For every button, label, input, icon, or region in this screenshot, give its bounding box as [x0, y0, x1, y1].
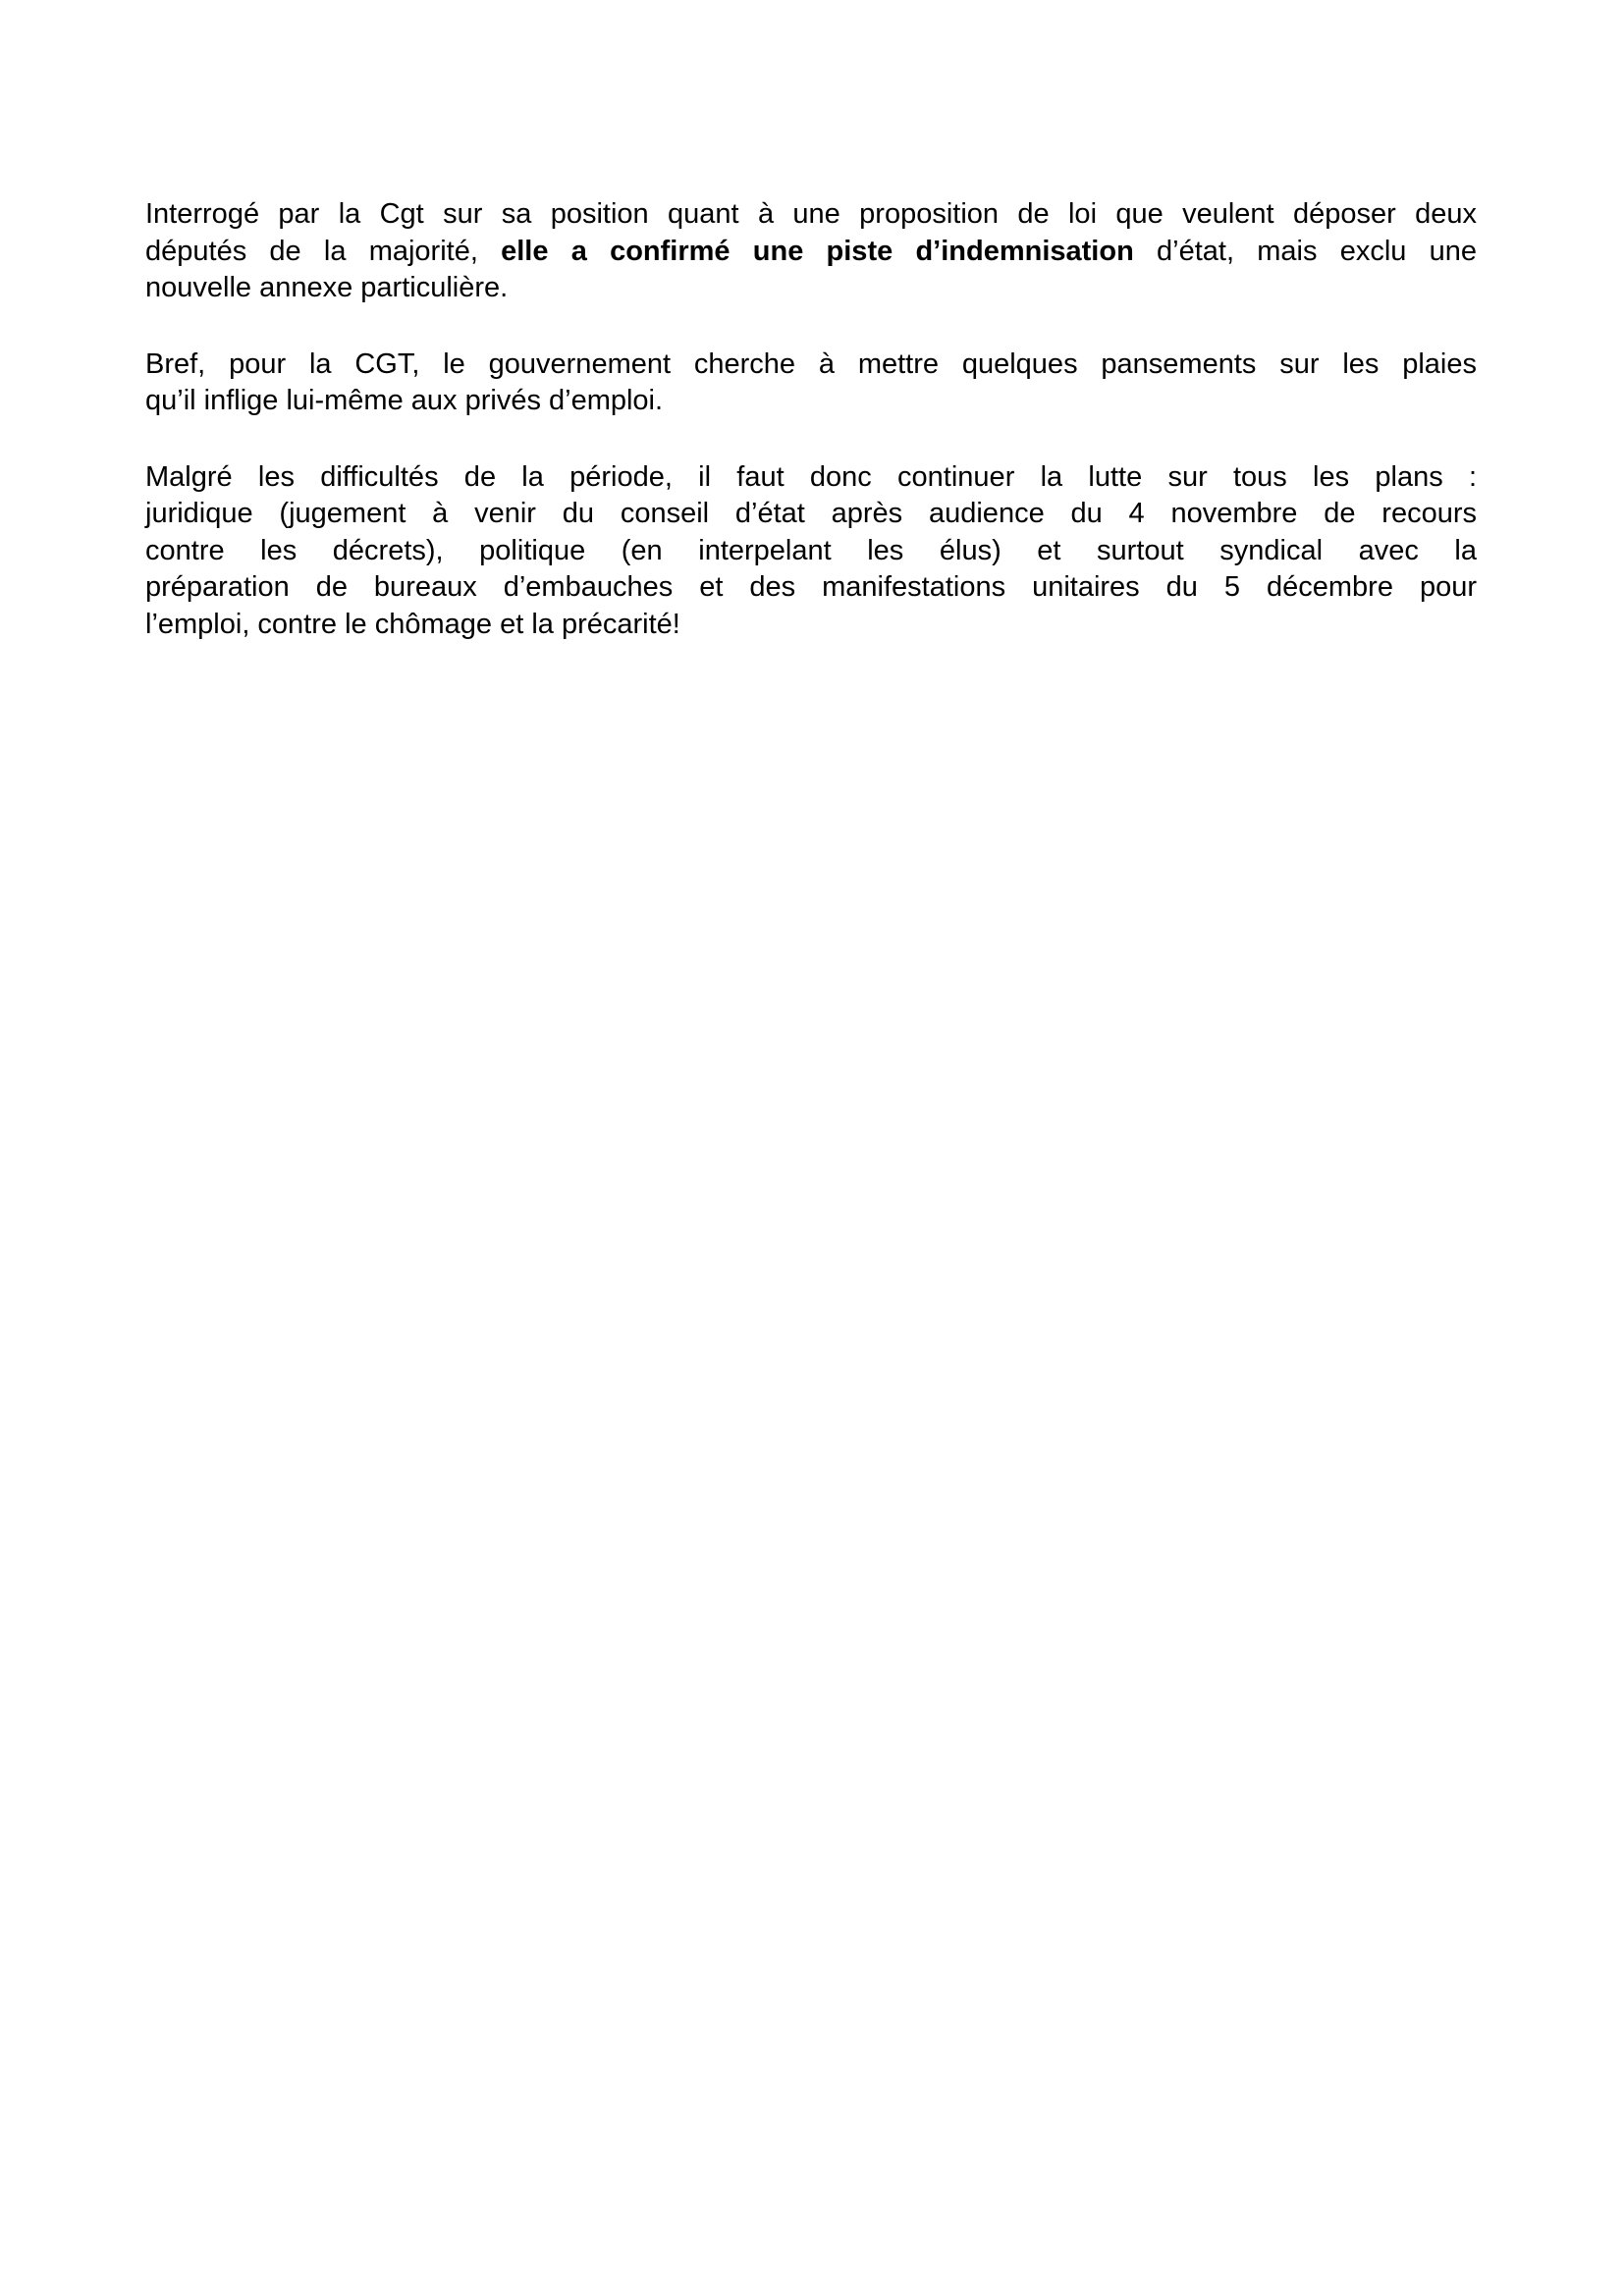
text-segment: Interrogé par la Cgt sur sa position quant à une proposition de loi que veulent déposer deux	[145, 198, 1477, 230]
document-body	[145, 196, 1477, 682]
paragraph	[145, 459, 1477, 644]
text-segment: députés de la majorité,	[145, 235, 502, 267]
text-line	[145, 459, 1477, 497]
paragraph	[145, 347, 1477, 420]
text-line	[145, 196, 1477, 234]
text-segment: qu’il inflige lui-même aux privés d’emploi.	[145, 385, 664, 416]
bold-text-segment: elle a confirmé une piste d’indemnisation	[501, 235, 1134, 267]
text-line	[145, 569, 1477, 607]
text-segment: d’état, mais exclu une	[1133, 235, 1477, 267]
text-segment: juridique (jugement à venir du conseil d’état après audience du 4 novembre de recours	[145, 498, 1477, 529]
text-line	[145, 607, 1477, 644]
text-line	[145, 533, 1477, 570]
paragraph	[145, 196, 1477, 307]
text-segment: nouvelle annexe particulière.	[145, 272, 509, 303]
text-segment: préparation de bureaux d’embauches et des manifestations unitaires du 5 décembre pour	[145, 571, 1477, 603]
text-segment: Bref, pour la CGT, le gouvernement cherche à mettre quelques pansements sur les plaies	[145, 347, 1477, 380]
text-line	[145, 383, 1477, 420]
text-segment: Malgré les difficultés de la période, il faut donc continuer la lutte sur tous les plans :	[145, 460, 1477, 493]
text-line	[145, 347, 1477, 384]
text-line	[145, 496, 1477, 533]
text-line	[145, 234, 1477, 271]
text-segment: contre les décrets), politique (en interpelant les élus) et surtout syndical avec la	[145, 534, 1477, 566]
text-segment: l’emploi, contre le chômage et la précarité!	[145, 608, 680, 640]
text-line	[145, 270, 1477, 307]
